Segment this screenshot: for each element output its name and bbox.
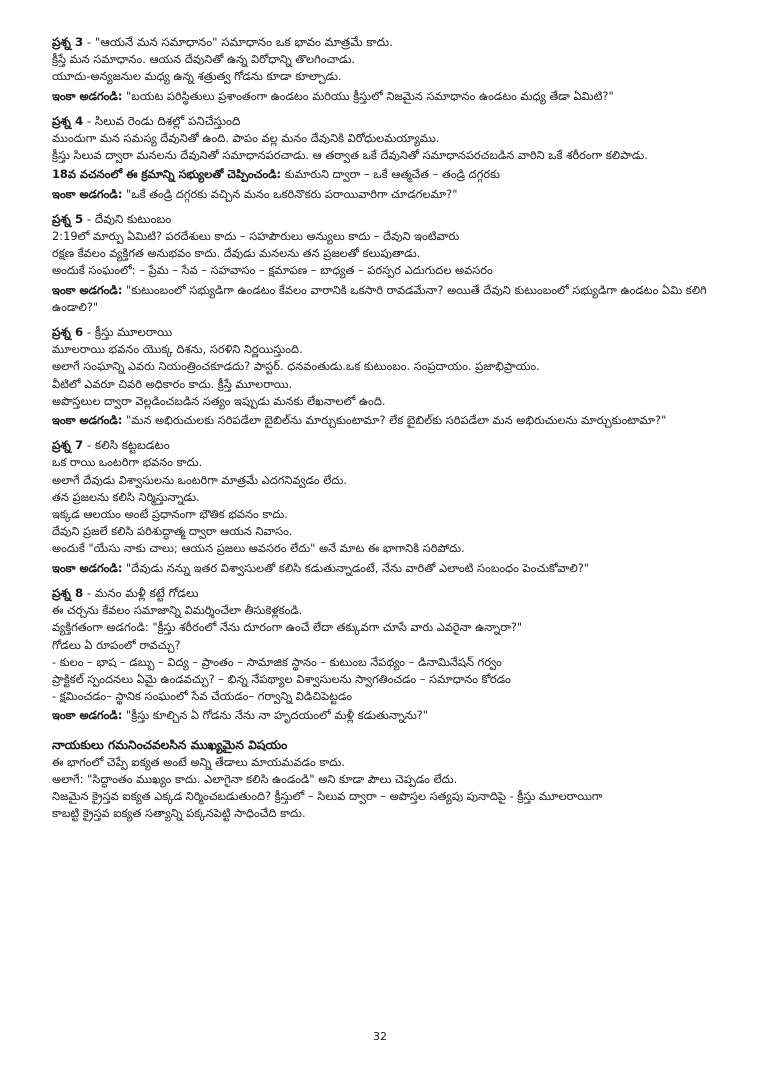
document-page [52, 34, 712, 823]
body-line: రక్షణ కేవలం వ్యక్తిగత అనుభవం కాదు. దేవుడు మనలను తన ప్రజలతో కలుపుతాడు. [52, 246, 421, 261]
body-line: తన ప్రజలను కలిసి నిర్మిస్తున్నాడు. [52, 489, 200, 504]
section-spacer [52, 725, 712, 737]
body-line: క్రీస్తు సిలువ ద్వారా మనలను దేవునితో సమాధానపరచాడు. ఆ తర్వాత ఒకే దేవునితో సమాధానపరచబడిన వారిని ఒకే శరీరంగా కలిపాడు. [52, 148, 648, 163]
question-heading [52, 113, 712, 130]
ask-further-question: "ఒకే తండ్రి దగ్గరకు వచ్చిన మనం ఒకరినొకరు పరాయివారిగా చూడగలమా?" [122, 186, 458, 201]
ask-further-question: "క్రీస్తు కూల్చిన ఏ గోడను నేను నా హృదయంలో మళ్లీ కడుతున్నాను?" [122, 708, 429, 723]
question-heading [52, 437, 712, 454]
question-number: ప్రశ్న 6 [52, 325, 84, 340]
ask-further-question: "దేవుడు నన్ను ఇతర విశ్వాసులతో కలిసి కడుతున్నాడంటే, నేను వారితో ఎలాంటి సంబంధం పెంచుకోవాలి?" [122, 560, 589, 575]
body-line: - క్షమించడం– స్థానిక సంఘంలో సేవ చేయడం– గర్వాన్ని విడిచిపెట్టడం [52, 689, 352, 704]
section-spacer [52, 577, 712, 585]
instruction-label: 18వ వచనంలో ఈ క్రమాన్ని సభ్యులతో చెప్పించండి: [52, 167, 282, 182]
ask-further [52, 560, 712, 577]
body-line: ఒక రాయి ఒంటరిగా భవనం కాదు. [52, 455, 203, 470]
ask-further [52, 88, 712, 105]
ask-further-question: "బయట పరిస్థితులు ప్రశాంతంగా ఉండటం మరియు క్రీస్తులో నిజమైన సమాధానం ఉండటం మధ్య తేడా ఏమిటి?" [122, 88, 614, 103]
body-line: మూలరాయి భవనం యొక్క దిశను, సరళిని నిర్ణయిస్తుంది. [52, 342, 303, 357]
ask-further-label: ఇంకా అడగండి: [52, 560, 123, 575]
leaders-note [52, 737, 712, 823]
body-line: 2:19లో మార్పు ఏమిటి? పరదేశులు కాదు – సహపౌరులు అన్యులు కాదు – దేవుని ఇంటివారు [52, 229, 460, 244]
body-line: ఇక్కడ ఆలయం అంటే ప్రధానంగా భౌతిక భవనం కాదు. [52, 507, 288, 522]
question-number: ప్రశ్న 7 [52, 438, 84, 453]
question-title: - సిలువ రెండు దిశల్లో పనిచేస్తుంది [83, 113, 241, 128]
question-number: ప్రశ్న 5 [52, 211, 84, 226]
body-line: వీటిలో ఎవరూ చివరి అధికారం కాదు. క్రీస్తే మూలరాయి. [52, 376, 293, 391]
leaders-note-line: అలాగే: "సిద్ధాంతం ముఖ్యం కాదు. ఎలాగైనా కలిసి ఉండండి" అని కూడా పౌలు చెప్పడం లేదు. [52, 771, 458, 786]
instruction-line [52, 166, 712, 183]
ask-further-question: "కుటుంబంలో సభ్యుడిగా ఉండటం కేవలం వారానికి ఒకసారి రావడమేనా? అయితే దేవుని కుటుంబంలో సభ్యుడిగా ఉండటం ఏమి కలిగి ఉండాలి?" [52, 282, 707, 314]
question-heading [52, 211, 712, 228]
question-section [52, 437, 712, 577]
ask-further [52, 707, 712, 724]
ask-further-label: ఇంకా అడగండి: [52, 186, 123, 201]
ask-further-question: "మన అభిరుచులకు సరిపడేలా బైబిల్‌ను మార్చుకుంటామా? లేక బైబిల్‌కు సరిపడేలా మన అభిరుచులను మార్చుకుంటామా?" [122, 413, 667, 428]
page-number: 32 [373, 1030, 387, 1043]
section-spacer [52, 316, 712, 324]
question-section [52, 324, 712, 429]
question-section [52, 211, 712, 316]
question-number: ప్రశ్న 4 [52, 113, 84, 128]
body-line: - కులం – భాష – డబ్బు – విద్య – ప్రాంతం – సామాజిక స్థానం – కుటుంబ నేపథ్యం – డినామినేషన్ గర్వం [52, 654, 502, 669]
body-line: దేవుని ప్రజలే కలిసి పరిశుద్ధాత్మ ద్వారా ఆయన నివాసం. [52, 524, 293, 539]
leaders-note-line: నిజమైన క్రైస్తవ ఐక్యత ఎక్కడ నిర్మించబడుతుంది? క్రీస్తులో – సిలువ ద్వారా – అపొస్తల సత్యపు పునాదిపై - క్రీస్తు మూలరాయిగా [52, 789, 603, 804]
question-heading [52, 585, 712, 602]
question-heading [52, 34, 712, 51]
question-title: - దేవుని కుటుంబం [83, 211, 172, 226]
question-heading [52, 324, 712, 341]
ask-further-label: ఇంకా అడగండి: [52, 88, 123, 103]
question-number: ప్రశ్న 8 [52, 585, 84, 600]
body-line: యూదు-అన్యజనుల మధ్య ఉన్న శత్రుత్వ గోడను కూడా కూల్చాడు. [52, 69, 342, 84]
section-spacer [52, 429, 712, 437]
question-title: - క్రీస్తు మూలరాయి [83, 325, 173, 340]
body-line: గోడలు ఏ రూపంలో రావచ్చు? [52, 637, 181, 652]
question-title: - కలిసి కట్టబడటం [83, 438, 170, 453]
leaders-note-title: నాయకులు గమనించవలసిన ముఖ్యమైన విషయం [52, 737, 288, 752]
ask-further [52, 412, 712, 429]
body-line: అందుకే "యేసు నాకు చాలు; ఆయన ప్రజలు అవసరం లేదు" అనే మాట ఈ భాగానికి సరిపోదు. [52, 541, 465, 556]
body-line: అలాగే సంఘాన్ని ఎవరు నియంత్రించకూడదు? పాస్టర్. ధనవంతుడు.ఒక కుటుంబం. సంప్రదాయం. ప్రజాభిప్రాయం. [52, 359, 540, 374]
body-line: ఈ చర్చను కేవలం సమాజాన్ని విమర్శించేలా తీసుకెళ్లకండి. [52, 603, 303, 618]
body-line: క్రీస్తే మన సమాధానం. ఆయన దేవునితో ఉన్న విరోధాన్ని తొలగించాడు. [52, 52, 356, 67]
body-line: ప్రాక్టికల్ స్పందనలు ఏమై ఉండవచ్చు? – భిన్న నేపథ్యాల విశ్వాసులను స్వాగతించడం – సమాధానం కోరడం [52, 671, 511, 686]
leaders-note-line: ఈ భాగంలో చెప్పే ఐక్యత అంటే అన్ని తేడాలు మాయమవడం కాదు. [52, 754, 345, 769]
body-line: అపొస్తలుల ద్వారా వెల్లడించబడిన సత్యం ఇప్పుడు మనకు లేఖనాలలో ఉంది. [52, 393, 386, 408]
instruction-text: కుమారుని ద్వారా – ఒకే ఆత్మచేత – తండ్రి దగ్గరకు [281, 167, 500, 182]
question-number: ప్రశ్న 3 [52, 35, 84, 49]
ask-further-label: ఇంకా అడగండి: [52, 413, 123, 428]
question-title: - మనం మళ్లీ కట్టే గోడలు [83, 585, 199, 600]
question-section [52, 113, 712, 203]
question-section [52, 585, 712, 725]
question-title: - "ఆయనే మన సమాధానం" సమాధానం ఒక భావం మాత్రమే కాదు. [83, 35, 393, 49]
ask-further [52, 282, 712, 316]
question-section [52, 34, 712, 105]
section-spacer [52, 203, 712, 211]
ask-further [52, 186, 712, 203]
body-line: వ్యక్తిగతంగా అడగండి: "క్రీస్తు శరీరంలో నేను దూరంగా ఉంచే లేదా తక్కువగా చూసే వారు ఎవరైనా ఉన్నారా?" [52, 620, 523, 635]
body-line: ముందుగా మన సమస్య దేవునితో ఉంది. పాపం వల్ల మనం దేవునికి విరోధులమయ్యాము. [52, 131, 440, 146]
ask-further-label: ఇంకా అడగండి: [52, 282, 123, 297]
ask-further-label: ఇంకా అడగండి: [52, 708, 123, 723]
leaders-note-line: కాబట్టి క్రైస్తవ ఐక్యత సత్యాన్ని పక్కనపెట్టి సాధించేది కాదు. [52, 806, 306, 821]
body-line: అలాగే దేవుడు విశ్వాసులను ఒంటరిగా మాత్రమే ఎదగనివ్వడం లేదు. [52, 472, 347, 487]
body-line: అందుకే సంఘంలో: – ప్రేమ – సేవ – సహవాసం – క్షమాపణ – బాధ్యత – పరస్పర ఎదుగుదల అవసరం [52, 263, 493, 278]
section-spacer [52, 105, 712, 113]
